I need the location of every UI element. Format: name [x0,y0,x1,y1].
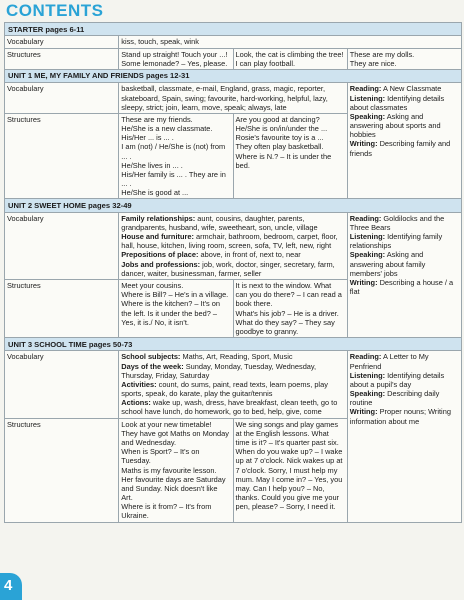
skill-reading: Reading: A New Classmate [349,84,442,94]
starter-struct-col3 [347,48,461,69]
page-number: 4 [4,577,13,594]
text-line: It is next to the window. What can you do there? – I can read a book there. [235,281,342,309]
skill-reading: Reading: A Letter to My Penfriend [349,352,429,371]
vocab-group: Family relationships: aunt, cousins, daughter, parents, grandparents, husband, wife, sweetheart, son, uncle, village [121,213,318,232]
contents-table [4,22,462,523]
unit3-struct-col1 [119,418,233,522]
text-line: Maths is my favourite lesson. [121,465,217,475]
vocab-group: Days of the week: Sunday, Monday, Tuesday, Wednesday, Thursday, Friday, Saturday [121,361,317,380]
text-line: He/She is on/in/under the ... [235,124,328,134]
text-line: They often play basketball. [235,142,324,152]
unit1-struct-col1 [119,113,233,199]
text-line: Stand up straight! Touch your ...! [121,49,228,59]
unit2-struct-col2 [233,280,347,338]
structures-label: Structures [5,48,119,69]
unit3-struct-col2 [233,418,347,522]
unit-header-3: UNIT 3 SCHOOL TIME pages 50-73 [5,338,462,351]
unit-header-2: UNIT 2 SWEET HOME pages 32-49 [5,199,462,212]
text-line: Look at your new timetable! [121,419,212,429]
text-line: Some lemonade? – Yes, please. [121,58,228,68]
text-line: He/She is good at ... [121,188,189,198]
text-line: Are you good at dancing? [235,114,320,124]
vocab-label: Vocabulary [5,351,119,418]
skill-writing: Writing: Describing a house / a flat [349,278,454,297]
text-line: Her favourite days are Saturday and Sunday. Nick doesn't like Art. [121,474,226,503]
skill-reading: Reading: Goldilocks and the Three Bears [349,213,445,232]
text-line: What do they say? – They say goodbye to granny. [235,317,335,336]
skill-listening: Listening: Identifying details about a pupil's day [349,370,445,389]
skill-speaking: Speaking: Asking and answering about sports and hobbies [349,111,441,140]
vocab-group: School subjects: Maths, Art, Reading, Sport, Music [121,352,293,362]
text-line: These are my friends. [121,114,193,124]
starter-vocab: kiss, touch, speak, wink [119,36,462,48]
text-line: When is Sport? – It's on Tuesday. [121,447,200,466]
unit2-skills [347,212,461,337]
vocab-label: Vocabulary [5,36,119,48]
text-line: I can play football. [235,58,296,68]
skill-listening: Listening: Identifying details about classmates [349,93,445,112]
text-line: He/She is a new classmate. [121,124,213,134]
text-line: We sing songs and play games at the English lessons. What time is it? – It's quarter past six. When do you wake up? – I wake up at 7 o'clock. Nick wakes up at 7 o'clock. Sorry, I must help my mum. May I come in? – Yes, you may. Can I help you? – No, thanks. Could you give me your pen, please? – Sorry, I need it. [235,419,343,512]
unit-header-1: UNIT 1 ME, MY FAMILY AND FRIENDS pages 12-31 [5,69,462,82]
text-line: They have got Maths on Monday and Wednesday. [121,428,229,447]
vocab-group: Prepositions of place: above, in front of, next to, near [121,250,301,260]
skill-speaking: Speaking: Asking and answering about family members' jobs [349,250,426,278]
page-title: CONTENTS [6,1,104,20]
unit2-vocab [119,212,348,279]
text-line: He/She lives in ... . [121,160,183,170]
text-line: What's his job? – He is a driver. [235,308,339,318]
text-line: I am (not) / He/She is (not) from ... . [121,142,226,161]
skill-speaking: Speaking: Describing daily routine [349,389,440,408]
text-line: Where is N.? – It is under the bed. [235,151,332,170]
starter-struct-col1 [119,48,233,69]
skill-writing: Writing: Proper nouns; Writing information about me [349,407,451,426]
text-line: His/Her ... is ... . [121,133,174,143]
structures-label: Structures [5,113,119,199]
vocab-label: Vocabulary [5,212,119,279]
text-line: His/Her family is ... . They are in ... . [121,169,226,189]
text-line: Meet your cousins. [121,281,184,290]
text-line: These are my dolls. [349,49,415,59]
text-line: Where is the kitchen? – It's on the left. Is it under the bed? – Yes, it is./ No, it isn't. [121,299,221,327]
text-line: Where is Bill? – He's in a village. [121,290,229,300]
unit-header-starter: STARTER pages 6-11 [5,23,462,36]
starter-struct-col2 [233,48,347,69]
unit2-struct-col1 [119,280,233,338]
vocab-group: Activities: count, do sums, paint, read texts, learn poems, play sports, speak, do karate, play the guitar/tennis [121,379,328,399]
skill-listening: Listening: Identifying family relationships [349,232,443,251]
skill-writing: Writing: Describing family and friends [349,139,451,158]
unit1-vocab: basketball, classmate, e-mail, England, grass, magic, reporter, skateboard, Spain, swing; favourite, hard-working, helpful, lazy, sleepy, strict; join, learn, move, speak; always, late [119,83,348,114]
unit1-struct-col2 [233,113,347,199]
unit3-skills [347,351,461,522]
text-line: Look, the cat is climbing the tree! [235,49,344,59]
unit3-vocab [119,351,348,418]
structures-label: Structures [5,418,119,522]
text-line: Rosie's favourite toy is a ... [235,133,324,143]
vocab-label: Vocabulary [5,83,119,114]
structures-label: Structures [5,280,119,338]
text-line: They are nice. [349,58,397,68]
unit1-skills [347,83,461,199]
text-line: Where is it from? – It's from Ukraine. [121,502,212,521]
vocab-group: House and furniture: armchair, bathroom, bedroom, carpet, floor, hall, house, kitchen, living room, screen, sofa, TV, left, new, right [121,232,338,251]
vocab-group: Jobs and professions: job, work, doctor, singer, secretary, farm, dancer, waiter, businessman, farmer, seller [121,259,335,278]
vocab-group: Actions: wake up, wash, dress, have breakfast, clean teeth, go to school have lunch, do homework, go to bed, help, give, come [121,398,338,417]
